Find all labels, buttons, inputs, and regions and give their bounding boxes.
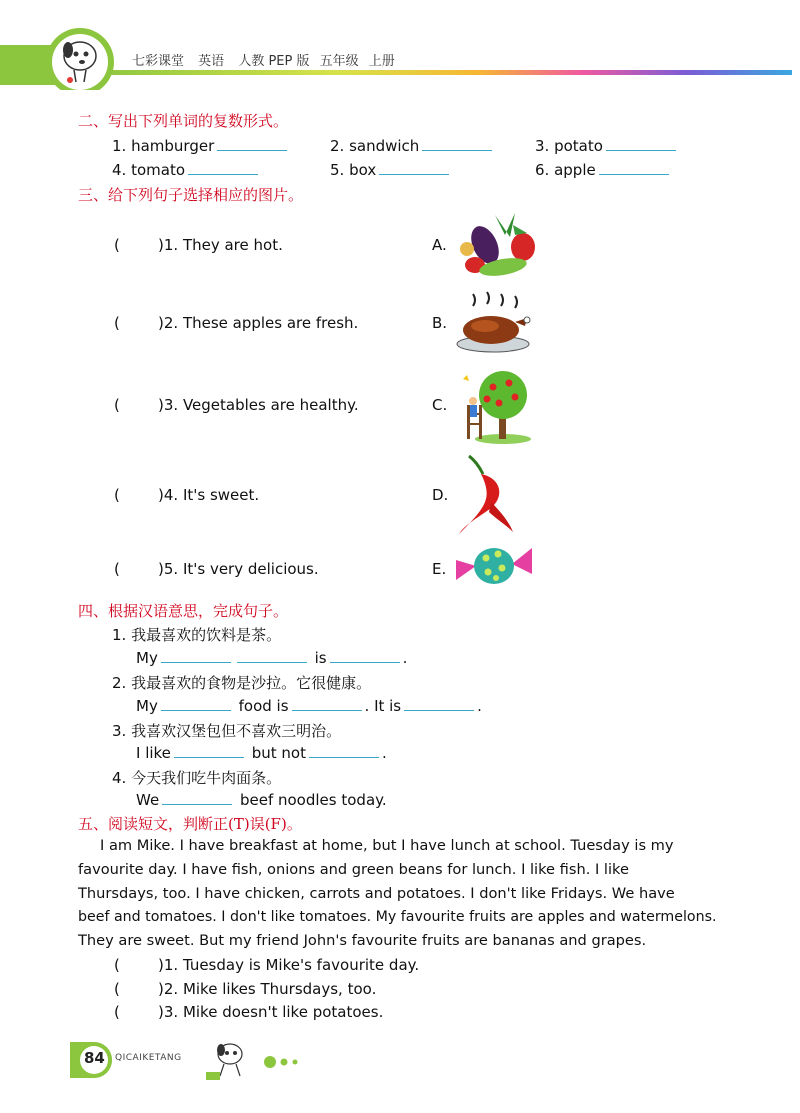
plural-item-2: 2. sandwich [330,136,495,155]
answer-paren[interactable]: ( ) [114,396,164,414]
q3-answer-line: I like but not . [136,744,387,762]
header-banner [0,0,800,90]
option-letter-a: A. [432,236,447,254]
answer-blank[interactable] [422,136,492,151]
subject-name: 英语 [198,54,225,69]
answer-blank[interactable] [161,696,231,711]
passage-line-5: They are sweet. But my friend John's favourite fruits are bananas and grapes. [78,932,647,949]
tf-row-1: ( )1. Tuesday is Mike's favourite day. [114,956,420,974]
option-letter-b: B. [432,314,448,332]
plural-item-5: 5. box [330,160,452,179]
answer-blank[interactable] [174,743,244,758]
answer-paren[interactable]: ( ) [114,314,164,332]
q2-chinese: 2. 我最喜欢的食物是沙拉。它很健康。 [112,674,372,692]
answer-blank[interactable] [162,790,232,805]
footer-decoration [70,1036,320,1086]
passage-line-2: favourite day. I have fish, onions and green beans for lunch. I like fish. I like [78,861,629,878]
plural-item-6: 6. apple [535,160,672,179]
q2-answer-line: My food is . It is . [136,697,482,715]
answer-blank[interactable] [606,136,676,151]
volume-name: 上册 [368,54,395,69]
tf-row-3: ( )3. Mike doesn't like potatoes. [114,1003,384,1021]
tf-row-2: ( )2. Mike likes Thursdays, too. [114,980,377,998]
section3-title: 三、给下列句子选择相应的图片。 [78,186,304,204]
chili-pepper-image [455,452,525,538]
answer-blank[interactable] [217,136,287,151]
answer-blank[interactable] [161,648,231,663]
edition-name: 人教 PEP 版 [238,54,310,69]
match-row-5: ( )5. It's very delicious. [114,560,319,578]
candy-image [452,540,536,592]
answer-blank[interactable] [404,696,474,711]
series-name: 七彩课堂 [132,54,185,69]
answer-blank[interactable] [188,160,258,175]
answer-paren[interactable]: ( ) [114,1003,164,1021]
passage-line-1: I am Mike. I have breakfast at home, but I have lunch at school. Tuesday is my [100,837,674,854]
answer-blank[interactable] [330,648,400,663]
match-row-3: ( )3. Vegetables are healthy. [114,396,359,414]
plural-item-3: 3. potato [535,136,679,155]
q1-answer-line: My is . [136,649,408,667]
apple-tree-image [455,365,535,445]
roast-chicken-image [455,290,535,356]
match-row-4: ( )4. It's sweet. [114,486,260,504]
answer-blank[interactable] [599,160,669,175]
match-row-1: ( )1. They are hot. [114,236,283,254]
answer-blank[interactable] [237,648,307,663]
footer-brand: QICAIKETANG [115,1053,182,1063]
answer-paren[interactable]: ( ) [114,236,164,254]
section5-title: 五、阅读短文，判断正(T)误(F)。 [78,815,302,833]
q1-chinese: 1. 我最喜欢的饮料是茶。 [112,626,282,644]
grade-name: 五年级 [319,54,359,69]
option-letter-d: D. [432,486,449,504]
answer-paren[interactable]: ( ) [114,560,164,578]
header-title [132,50,405,69]
match-row-2: ( )2. These apples are fresh. [114,314,359,332]
passage-line-3: Thursdays, too. I have chicken, carrots and potatoes. I don't like Fridays. We have [78,885,675,902]
answer-blank[interactable] [309,743,379,758]
option-letter-e: E. [432,560,447,578]
q3-chinese: 3. 我喜欢汉堡包但不喜欢三明治。 [112,722,342,740]
section2-title: 二、写出下列单词的复数形式。 [78,112,289,130]
option-letter-c: C. [432,396,448,414]
section4-title: 四、根据汉语意思，完成句子。 [78,602,289,620]
plural-item-1: 1. hamburger [112,136,290,155]
answer-paren[interactable]: ( ) [114,486,164,504]
q4-chinese: 4. 今天我们吃牛肉面条。 [112,769,282,787]
passage-line-4: beef and tomatoes. I don't like tomatoes. My favourite fruits are apples and watermelons. [78,909,717,925]
q4-answer-line: We beef noodles today. [136,791,387,809]
dog-mascot-icon [206,1044,242,1080]
page-number: 84 [84,1049,105,1067]
vegetables-image [455,205,545,285]
answer-paren[interactable]: ( ) [114,980,164,998]
answer-blank[interactable] [292,696,362,711]
answer-paren[interactable]: ( ) [114,956,164,974]
answer-blank[interactable] [379,160,449,175]
plural-item-4: 4. tomato [112,160,261,179]
